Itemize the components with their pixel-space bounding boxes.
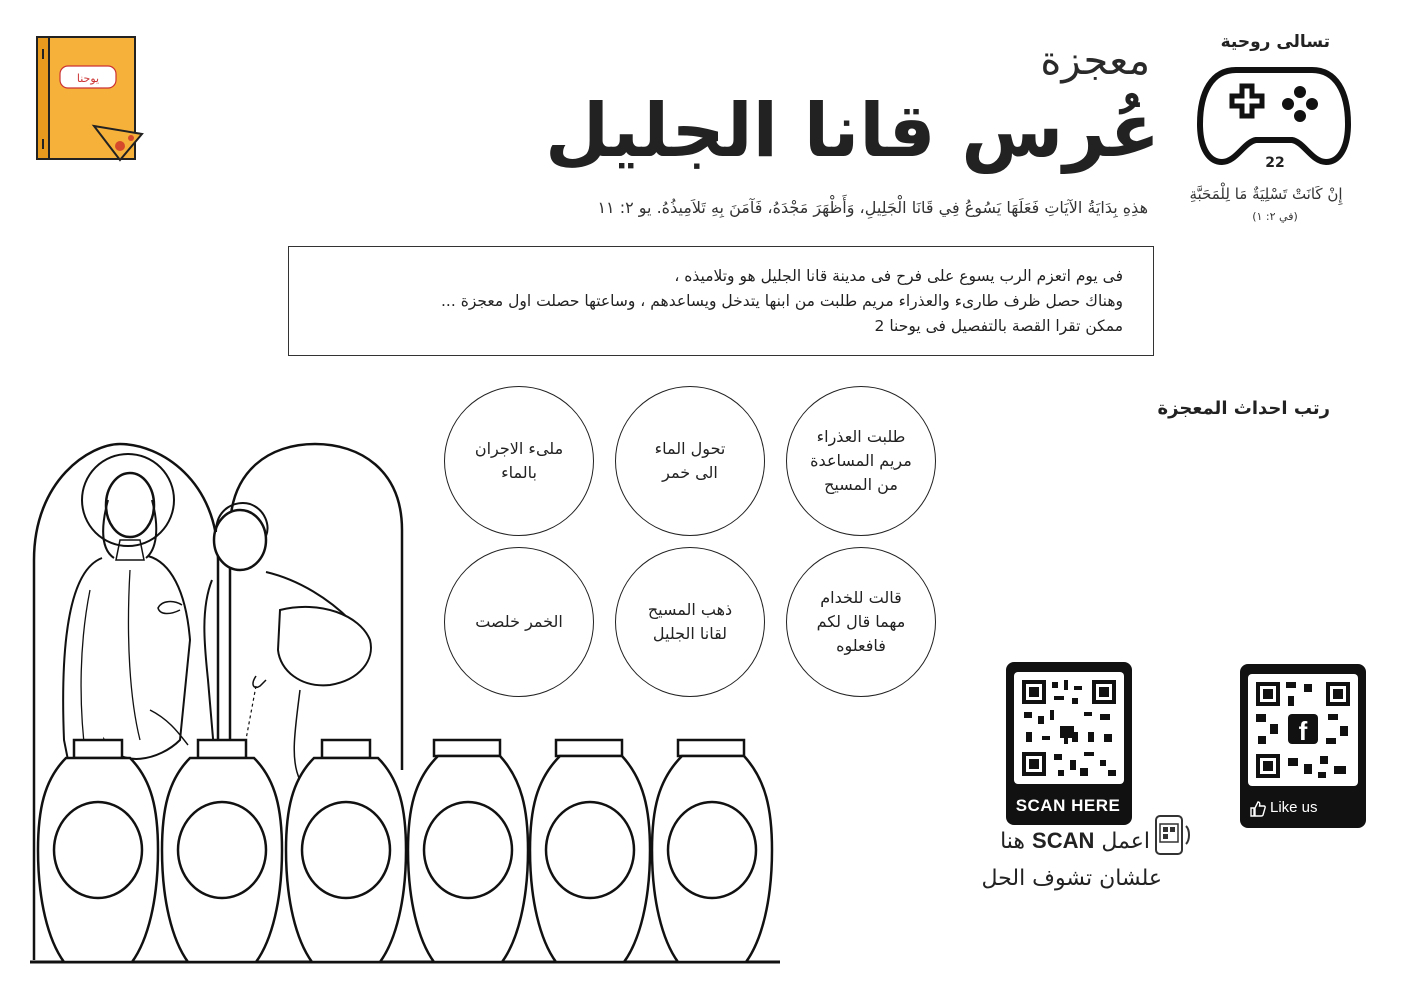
gamepad-icon xyxy=(1196,62,1352,170)
scan-hint-keyword: SCAN xyxy=(1032,828,1095,853)
issue-number: 22 xyxy=(1265,155,1285,171)
story-line-1: فى يوم اتعزم الرب يسوع على فرح فى مدينة قانا الجليل هو وتلاميذه ، xyxy=(674,267,1123,285)
event-text: ملىء الاجران بالماء xyxy=(474,439,564,482)
qr-pattern-icon xyxy=(1248,674,1358,786)
jar xyxy=(652,740,772,962)
event-text: تحول الماء الى خمر xyxy=(654,439,726,482)
thumbs-up-icon xyxy=(1249,800,1267,818)
qr-pattern-icon xyxy=(1014,672,1124,784)
facebook-icon: f xyxy=(1298,716,1308,746)
brand-label: تسالى روحية xyxy=(1220,32,1330,52)
scan-hint-line-1 xyxy=(940,828,1150,854)
phone-scan-icon xyxy=(1148,812,1194,858)
event-text: ذهب المسيح لقانا الجليل xyxy=(647,600,733,643)
scan-hint-word: اعمل xyxy=(1101,829,1150,854)
scan-hint-line-2: علشان تشوف الحل xyxy=(981,866,1162,891)
jar xyxy=(286,740,406,962)
brand-verse: إِنْ كَانَتْ تَسْلِيَةٌ مَا لِلْمَحَبَّةِ xyxy=(1189,185,1343,203)
brand-verse-ref: (في ٢: ١) xyxy=(1252,210,1298,223)
event-circle xyxy=(786,386,936,536)
book-icon xyxy=(34,34,146,166)
activity-heading: رتب احداث المعجزة xyxy=(1157,398,1330,419)
jar xyxy=(38,740,158,962)
scan-hint-word: هنا xyxy=(1000,829,1026,854)
bible-verse: هذِهِ بِدَايَةُ الآيَاتِ فَعَلَهَا يَسُوعُ فِي قَانَا الْجَلِيلِ، وَأَظْهَرَ مَجْدَهُ، فَآمَنَ بِهِ تَلاَمِيذُهُ. يو ٢: ١١ xyxy=(597,198,1148,217)
jar xyxy=(530,740,650,962)
page-subtitle: معجزة xyxy=(1040,38,1150,84)
jar xyxy=(162,740,282,962)
book-label: يوحنا xyxy=(76,72,100,85)
story-line-2: وهناك حصل ظرف طارىء والعذراء مريم طلبت من ابنها يتدخل ويساعدهم ، وساعتها حصلت اول معجزة ... xyxy=(441,292,1123,310)
page-title: عُرس قانا الجليل xyxy=(545,88,1160,174)
event-text: الخمر خلصت xyxy=(475,612,563,631)
story-box xyxy=(288,246,1154,356)
qr-code[interactable] xyxy=(1014,672,1124,784)
like-us-label: Like us xyxy=(1270,799,1318,816)
facebook-qr-code[interactable] xyxy=(1248,674,1358,786)
scan-here-label: SCAN HERE xyxy=(1015,796,1121,815)
miracle-illustration xyxy=(30,440,780,965)
story-line-3: ممكن تقرا القصة بالتفصيل فى يوحنا 2 xyxy=(874,317,1123,335)
event-text: طلبت العذراء مريم المساعدة من المسيح xyxy=(810,427,912,494)
jar xyxy=(408,740,528,962)
event-text: قالت للخدام مهما قال لكم فافعلوه xyxy=(816,588,906,655)
event-circle xyxy=(786,547,936,697)
